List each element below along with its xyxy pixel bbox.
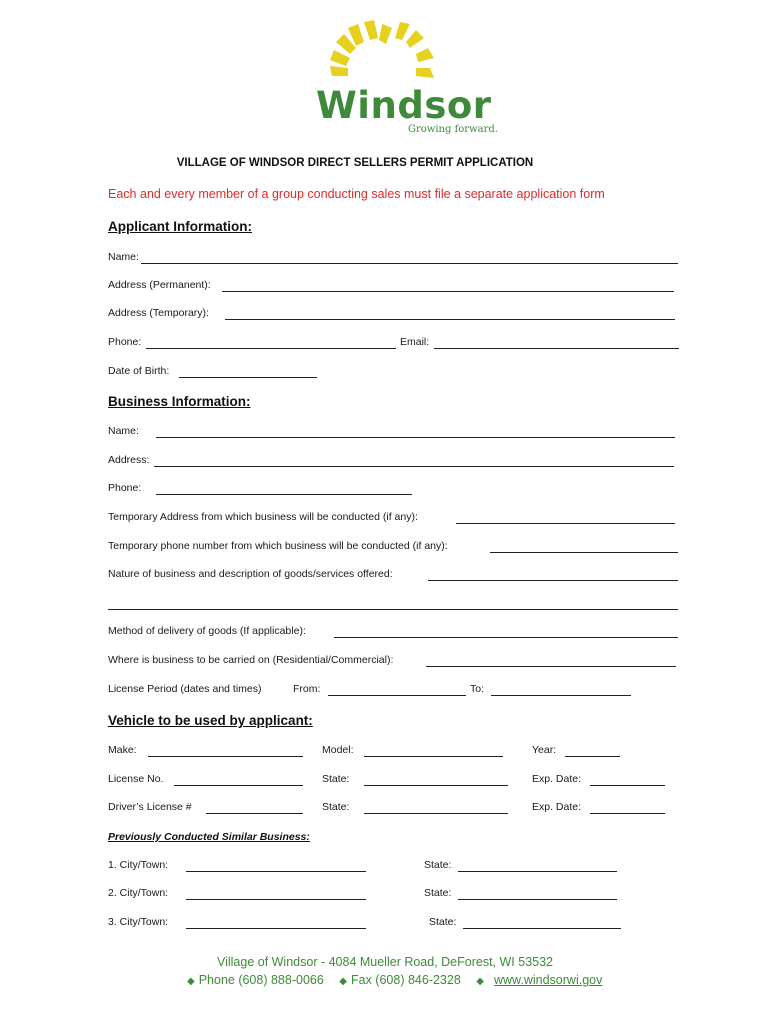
business-nature-field[interactable]	[428, 580, 678, 581]
logo-tagline: Growing forward.	[408, 124, 498, 135]
business-where-field[interactable]	[426, 666, 676, 667]
footer-phone: Phone (608) 888-0066	[198, 973, 324, 987]
vehicle-heading: Vehicle to be used by applicant:	[108, 713, 313, 728]
vehicle-make-field[interactable]	[148, 756, 303, 757]
drivers-exp-date-field[interactable]	[590, 813, 665, 814]
applicant-name-field[interactable]	[141, 263, 678, 264]
notice-text: Each and every member of a group conducting sales must file a separate application form	[108, 187, 605, 201]
business-nature-row-2	[108, 597, 680, 613]
business-address-label: Address:	[108, 454, 150, 466]
business-name-row	[108, 425, 680, 441]
footer-address: Village of Windsor - 4084 Mueller Road, DeForest, WI 53532	[216, 955, 554, 969]
previous-city-field-3[interactable]	[186, 928, 366, 929]
business-temp-phone-field[interactable]	[490, 552, 678, 553]
business-nature-field-2[interactable]	[108, 609, 678, 610]
business-where-row	[108, 654, 680, 670]
previous-city-field-1[interactable]	[186, 871, 366, 872]
previous-city-label-2: 2. City/Town:	[108, 887, 169, 899]
footer-website-link[interactable]: www.windsorwi.gov	[493, 973, 603, 987]
applicant-phone-label: Phone:	[108, 336, 142, 348]
vehicle-year-label: Year:	[532, 744, 557, 756]
business-heading: Business Information:	[108, 394, 251, 409]
business-delivery-field[interactable]	[334, 637, 678, 638]
business-name-label: Name:	[108, 425, 139, 437]
vehicle-model-label: Model:	[322, 744, 354, 756]
drivers-license-label: Driver’s License #	[108, 801, 192, 813]
applicant-phone-row	[108, 336, 680, 352]
vehicle-exp-date-field[interactable]	[590, 785, 665, 786]
applicant-dob-field[interactable]	[179, 377, 317, 378]
drivers-license-field[interactable]	[206, 813, 303, 814]
applicant-phone-field[interactable]	[146, 348, 396, 349]
previous-state-field-3[interactable]	[463, 928, 621, 929]
applicant-address-perm-field[interactable]	[222, 291, 674, 292]
drivers-license-row	[108, 801, 680, 817]
diamond-bullet-icon: ◆	[476, 976, 484, 987]
previous-city-label-1: 1. City/Town:	[108, 859, 169, 871]
vehicle-year-field[interactable]	[565, 756, 620, 757]
license-from-field[interactable]	[328, 695, 466, 696]
diamond-bullet-icon: ◆	[339, 976, 347, 987]
business-phone-field[interactable]	[156, 494, 412, 495]
drivers-state-field[interactable]	[364, 813, 508, 814]
license-period-label: License Period (dates and times)	[108, 683, 262, 695]
vehicle-exp-date-label: Exp. Date:	[532, 773, 582, 785]
applicant-email-field[interactable]	[434, 348, 679, 349]
business-name-field[interactable]	[156, 437, 675, 438]
windsor-logo	[312, 18, 502, 136]
license-to-field[interactable]	[491, 695, 631, 696]
previous-city-row-1	[108, 859, 680, 875]
applicant-address-temp-label: Address (Temporary):	[108, 307, 209, 319]
diamond-bullet-icon: ◆	[187, 976, 195, 987]
previous-city-field-2[interactable]	[186, 899, 366, 900]
applicant-address-temp-field[interactable]	[225, 319, 675, 320]
footer-fax: Fax (608) 846-2328	[351, 973, 461, 987]
drivers-exp-date-label: Exp. Date:	[532, 801, 582, 813]
applicant-dob-label: Date of Birth:	[108, 365, 170, 377]
previous-heading: Previously Conducted Similar Business:	[108, 831, 310, 843]
license-period-row	[108, 683, 680, 699]
applicant-address-perm-row	[108, 279, 680, 295]
business-temp-phone-label: Temporary phone number from which business will be conducted (if any):	[108, 540, 448, 552]
footer-contact	[187, 973, 602, 987]
license-from-label: From:	[293, 683, 321, 695]
vehicle-model-field[interactable]	[364, 756, 503, 757]
business-nature-label: Nature of business and description of goods/services offered:	[108, 568, 393, 580]
applicant-heading: Applicant Information:	[108, 219, 252, 234]
business-temp-address-row	[108, 511, 680, 527]
previous-state-field-2[interactable]	[458, 899, 617, 900]
vehicle-license-row	[108, 773, 680, 789]
previous-state-label-2: State:	[424, 887, 452, 899]
vehicle-make-row	[108, 744, 680, 760]
previous-city-row-2	[108, 887, 680, 903]
business-address-field[interactable]	[154, 466, 674, 467]
business-where-label: Where is business to be carried on (Residential/Commercial):	[108, 654, 394, 666]
applicant-email-label: Email:	[400, 336, 430, 348]
applicant-name-row	[108, 251, 680, 267]
vehicle-make-label: Make:	[108, 744, 137, 756]
applicant-name-label: Name:	[108, 251, 139, 263]
applicant-address-perm-label: Address (Permanent):	[108, 279, 211, 291]
business-temp-address-field[interactable]	[456, 523, 675, 524]
vehicle-license-label: License No.	[108, 773, 164, 785]
previous-city-label-3: 3. City/Town:	[108, 916, 169, 928]
drivers-state-label: State:	[322, 801, 350, 813]
previous-state-label-3: State:	[429, 916, 457, 928]
business-delivery-label: Method of delivery of goods (If applicable):	[108, 625, 306, 637]
applicant-address-temp-row	[108, 307, 680, 323]
logo-wordmark: Windsor	[316, 84, 492, 127]
applicant-dob-row	[108, 365, 680, 381]
business-temp-phone-row	[108, 540, 680, 556]
business-temp-address-label: Temporary Address from which business will be conducted (if any):	[108, 511, 418, 523]
business-address-row	[108, 454, 680, 470]
previous-state-field-1[interactable]	[458, 871, 617, 872]
previous-state-label-1: State:	[424, 859, 452, 871]
vehicle-state-field[interactable]	[364, 785, 508, 786]
license-to-label: To:	[470, 683, 485, 695]
business-nature-row	[108, 568, 680, 584]
business-delivery-row	[108, 625, 680, 641]
business-phone-row	[108, 482, 680, 498]
vehicle-state-label: State:	[322, 773, 350, 785]
business-phone-label: Phone:	[108, 482, 142, 494]
page-title: VILLAGE OF WINDSOR DIRECT SELLERS PERMIT APPLICATION	[176, 157, 534, 169]
previous-city-row-3	[108, 916, 680, 932]
vehicle-license-field[interactable]	[174, 785, 303, 786]
